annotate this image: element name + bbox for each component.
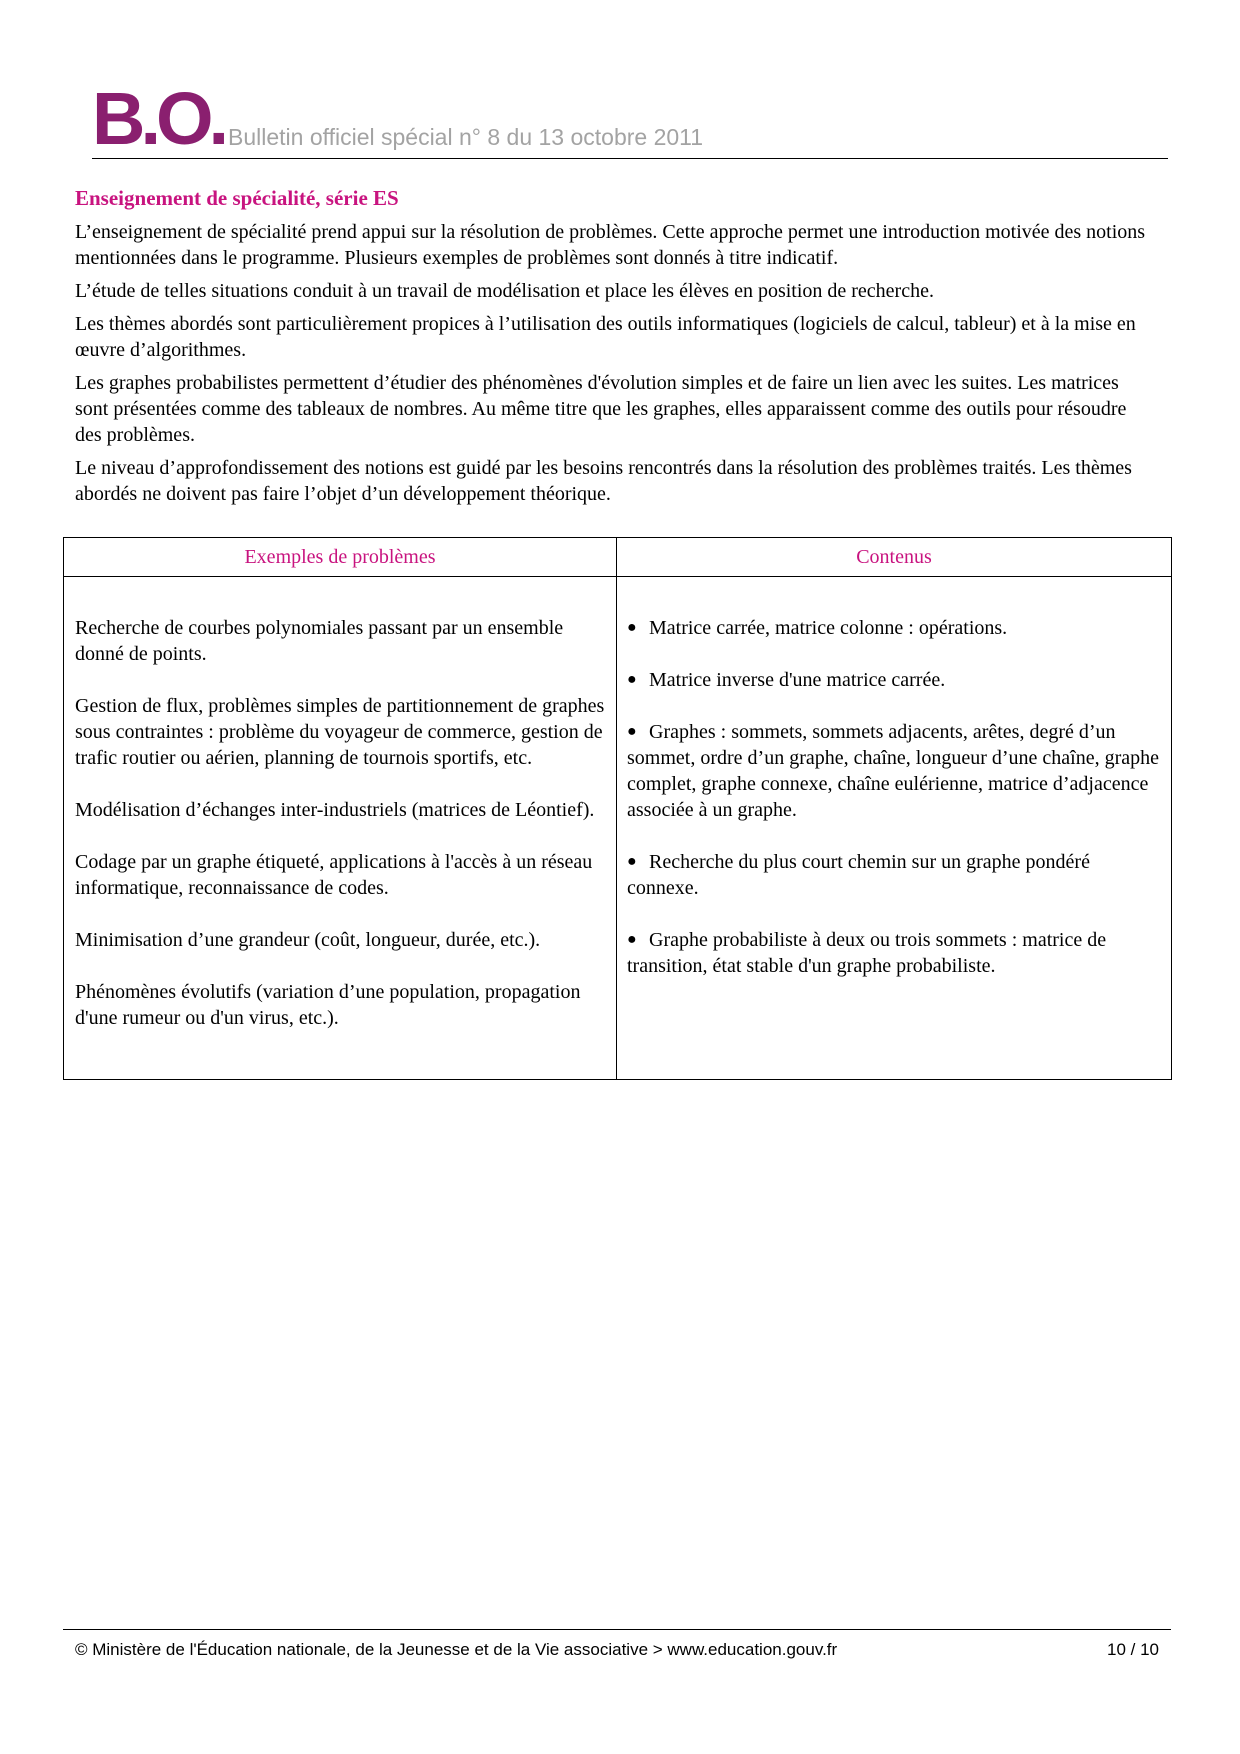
content-item bbox=[627, 927, 1163, 979]
content-text: Recherche du plus court chemin sur un graphe pondéré connexe. bbox=[627, 851, 1090, 899]
paragraph: L’étude de telles situations conduit à un travail de modélisation et place les élèves en position de recherche. bbox=[75, 280, 934, 302]
page-header bbox=[92, 77, 1168, 160]
contents-cell bbox=[617, 577, 1172, 1080]
bulletin-title: Bulletin officiel spécial n° 8 du 13 octobre 2011 bbox=[228, 124, 704, 150]
footer-copyright: © Ministère de l'Éducation nationale, de la Jeunesse et de la Vie associative > www.education.gouv.fr bbox=[75, 1640, 838, 1659]
example-item: Modélisation d’échanges inter-industriels (matrices de Léontief). bbox=[75, 799, 595, 821]
example-item: Gestion de flux, problèmes simples de partitionnement de graphes sous contraintes : problème du voyageur de commerce, gestion de trafic routier ou aérien, planning de tournois sportifs, etc. bbox=[75, 695, 605, 769]
example-item: Phénomènes évolutifs (variation d’une population, propagation d'une rumeur ou d'un virus, etc.). bbox=[75, 981, 581, 1029]
paragraph: L’enseignement de spécialité prend appui sur la résolution de problèmes. Cette approche permet une introduction motivée des notions mentionnées dans le programme. Plusieurs exemples de problèmes sont donnés à titre indicatif. bbox=[75, 221, 1146, 269]
bullet-icon: ● bbox=[627, 931, 637, 948]
content-text: Matrice carrée, matrice colonne : opérations. bbox=[649, 617, 1008, 639]
example-item: Minimisation d’une grandeur (coût, longueur, durée, etc.). bbox=[75, 929, 541, 951]
content-text: Matrice inverse d'une matrice carrée. bbox=[649, 669, 946, 691]
content-item bbox=[627, 615, 1163, 641]
paragraph: Le niveau d’approfondissement des notions est guidé par les besoins rencontrés dans la résolution des problèmes traités. Les thèmes abordés ne doivent pas faire l’objet d’un développement théorique. bbox=[75, 457, 1132, 505]
page-number: 10 / 10 bbox=[1107, 1640, 1159, 1659]
content-item bbox=[627, 849, 1163, 901]
programme-table bbox=[63, 537, 1172, 1080]
column-header-contents: Contenus bbox=[617, 538, 1172, 577]
bullet-icon: ● bbox=[627, 671, 637, 688]
example-item: Recherche de courbes polynomiales passant par un ensemble donné de points. bbox=[75, 617, 564, 665]
examples-cell bbox=[64, 577, 617, 1080]
paragraph: Les thèmes abordés sont particulièrement propices à l’utilisation des outils informatiques (logiciels de calcul, tableur) et à la mise en œuvre d’algorithmes. bbox=[75, 313, 1136, 361]
main-content bbox=[75, 186, 1155, 514]
content-text: Graphes : sommets, sommets adjacents, arêtes, degré d’un sommet, ordre d’un graphe, chaîne, longueur d’une chaîne, graphe complet, graphe connexe, chaîne eulérienne, matrice d’adjacence associée à un graphe. bbox=[627, 721, 1160, 821]
content-item bbox=[627, 667, 1163, 693]
bullet-icon: ● bbox=[627, 723, 637, 740]
table-row bbox=[64, 577, 1172, 1080]
section-title: Enseignement de spécialité, série ES bbox=[75, 186, 399, 210]
bo-logo: B.O. bbox=[92, 77, 225, 160]
content-item bbox=[627, 719, 1163, 823]
paragraph: Les graphes probabilistes permettent d’étudier des phénomènes d'évolution simples et de faire un lien avec les suites. Les matrices sont présentées comme des tableaux de nombres. Au même titre que les graphes, elles apparaissent comme des outils pour résoudre des problèmes. bbox=[75, 372, 1127, 446]
column-header-examples: Exemples de problèmes bbox=[64, 538, 617, 577]
page-footer bbox=[63, 1629, 1171, 1670]
bullet-icon: ● bbox=[627, 619, 637, 636]
bullet-icon: ● bbox=[627, 853, 637, 870]
content-text: Graphe probabiliste à deux ou trois sommets : matrice de transition, état stable d'un graphe probabiliste. bbox=[627, 929, 1107, 977]
table-header-row bbox=[64, 538, 1172, 577]
example-item: Codage par un graphe étiqueté, applications à l'accès à un réseau informatique, reconnaissance de codes. bbox=[75, 851, 593, 899]
